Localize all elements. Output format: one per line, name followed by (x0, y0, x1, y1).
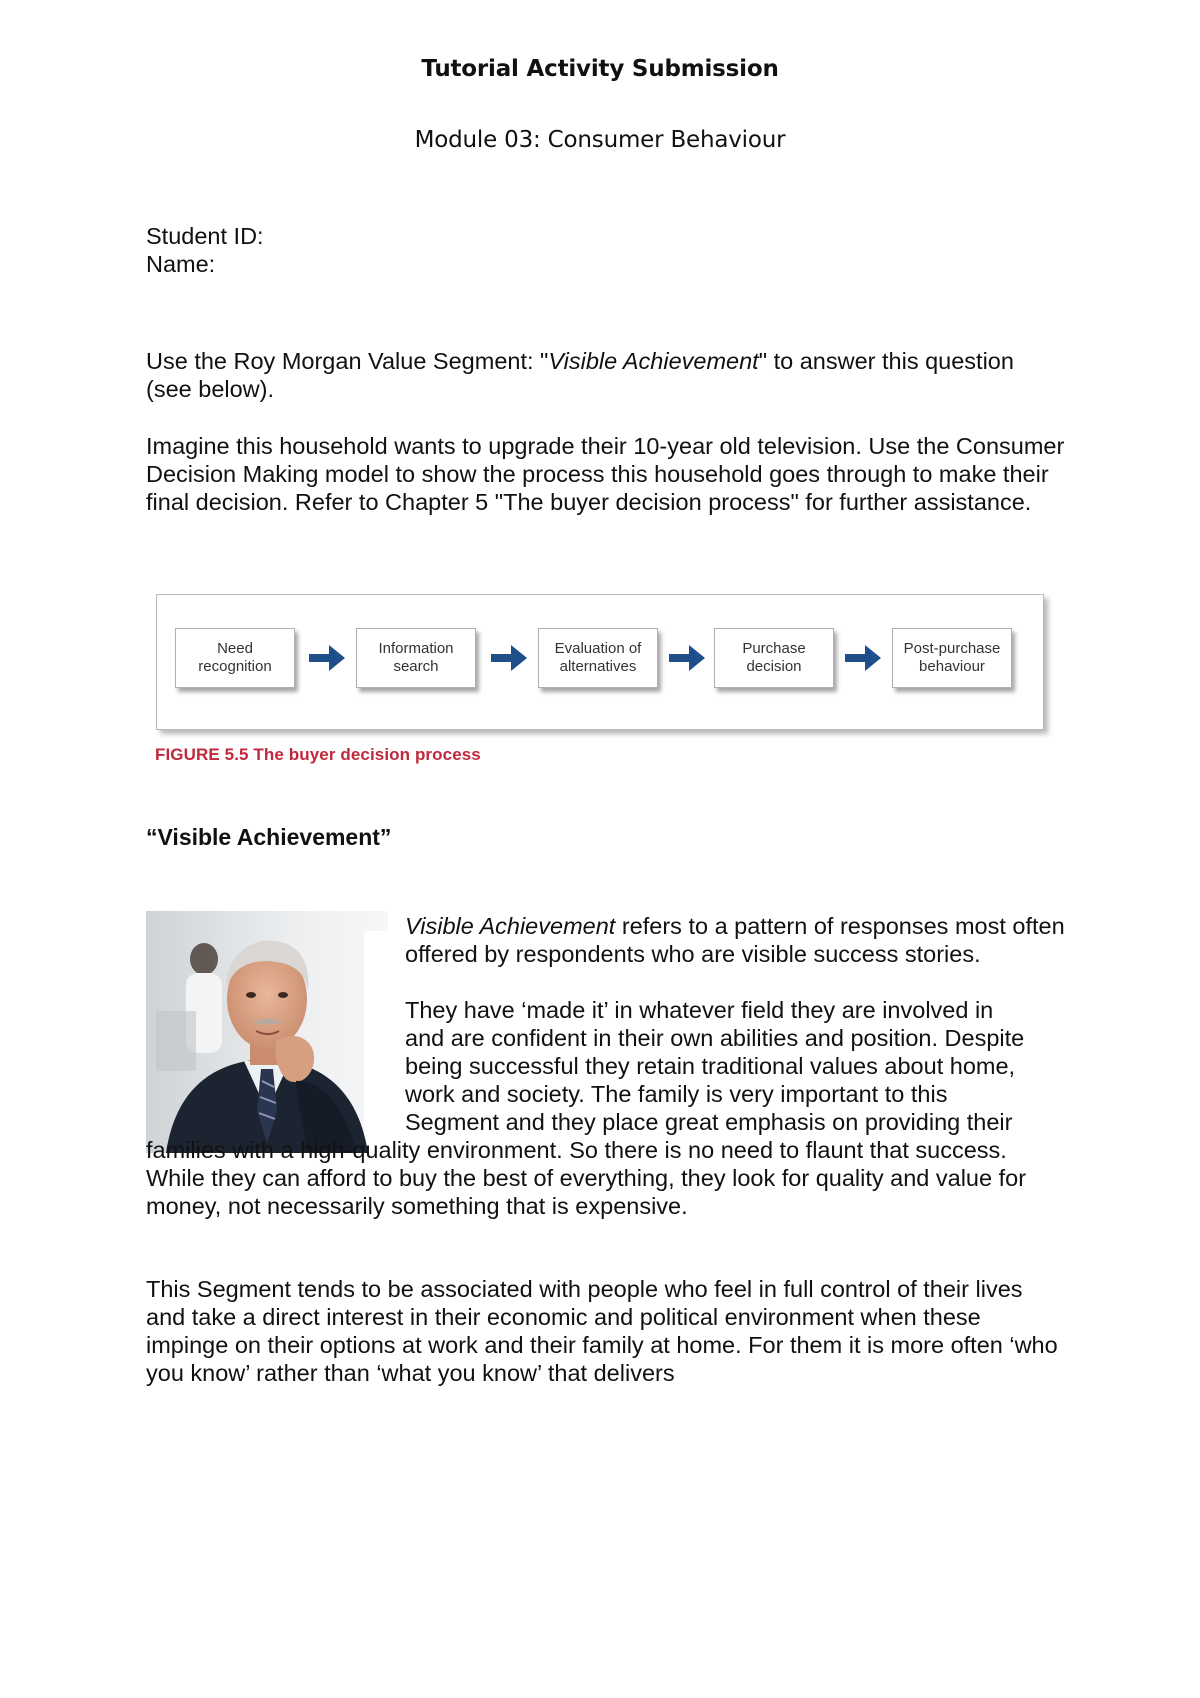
right-arrow-icon (489, 641, 529, 675)
segment-heading: “Visible Achievement” (146, 824, 392, 850)
stage-label-line2: behaviour (919, 658, 985, 675)
right-arrow-icon (843, 641, 883, 675)
stage-evaluation-of-alternatives (538, 628, 658, 688)
segment-description (146, 912, 1066, 1220)
student-fields (146, 222, 1066, 278)
wrapped-line: They have ‘made it’ in whatever field they are involved in (405, 997, 994, 1023)
stage-label-line1: Information (378, 640, 454, 657)
stage-purchase-decision (714, 628, 834, 688)
full-line: While they can afford to buy the best of everything, they look for quality and value for (146, 1165, 1027, 1191)
stage-information-search (356, 628, 476, 688)
stage-label-line2: alternatives (559, 658, 637, 675)
module-title: Module 03: Consumer Behaviour (414, 127, 786, 153)
wrapped-line: being successful they retain traditional values about home, (405, 1053, 1016, 1079)
segment-paragraph-2 (146, 996, 1066, 1220)
instruction-1-start: Use the Roy Morgan Value Segment: " (146, 348, 549, 374)
document-title: Tutorial Activity Submission (421, 56, 779, 82)
stage-label-line1: Post-purchase (903, 640, 1001, 657)
full-line: money, not necessarily something that is expensive. (146, 1193, 688, 1219)
stage-label-line2: search (393, 658, 439, 675)
right-arrow-icon (307, 641, 347, 675)
segment-p1-italic: Visible Achievement (405, 913, 616, 939)
buyer-decision-process-figure (156, 594, 1044, 730)
segment-paragraph-1 (146, 912, 1066, 968)
stage-label-line1: Need (217, 640, 253, 657)
full-line: families with a high-quality environment. So there is no need to flaunt that success. (146, 1137, 1007, 1163)
stage-label-line2: decision (746, 658, 802, 675)
wrapped-line: and are confident in their own abilities and position. Despite (405, 1025, 1025, 1051)
instruction-paragraph-2: Imagine this household wants to upgrade their 10-year old television. Use the Consumer Decision Making model to show the process this household goes through to make their final decision. Refer to Chapter 5 "The buyer decision process" for further assistance. (146, 433, 1065, 515)
student-id-label: Student ID: (146, 223, 264, 249)
instruction-1-end: " to answer this question (see below). (146, 348, 1014, 402)
wrapped-line: work and society. The family is very important to this (405, 1081, 948, 1107)
instruction-paragraph-1 (146, 347, 1066, 403)
wrapped-line: Segment and they place great emphasis on providing their (405, 1109, 1013, 1135)
figure-caption: FIGURE 5.5 The buyer decision process (155, 745, 481, 764)
stage-label-line1: Purchase (742, 640, 806, 657)
name-label: Name: (146, 251, 216, 277)
right-arrow-icon (667, 641, 707, 675)
stage-need-recognition (175, 628, 295, 688)
stage-label-line2: recognition (198, 658, 272, 675)
segment-p1-rest: refers to a pattern of responses most often offered by respondents who are visible success stories. (405, 913, 1065, 967)
stage-label-line1: Evaluation of (554, 640, 642, 657)
stage-post-purchase-behaviour (892, 628, 1012, 688)
instruction-1-italic: Visible Achievement (548, 348, 759, 374)
segment-paragraph-3: This Segment tends to be associated with people who feel in full control of their lives and take a direct interest in their economic and political environment when these impinge on their options at work and their family at home. For them it is more often ‘who you know’ rather than ‘what you know’ that delivers (146, 1276, 1058, 1386)
